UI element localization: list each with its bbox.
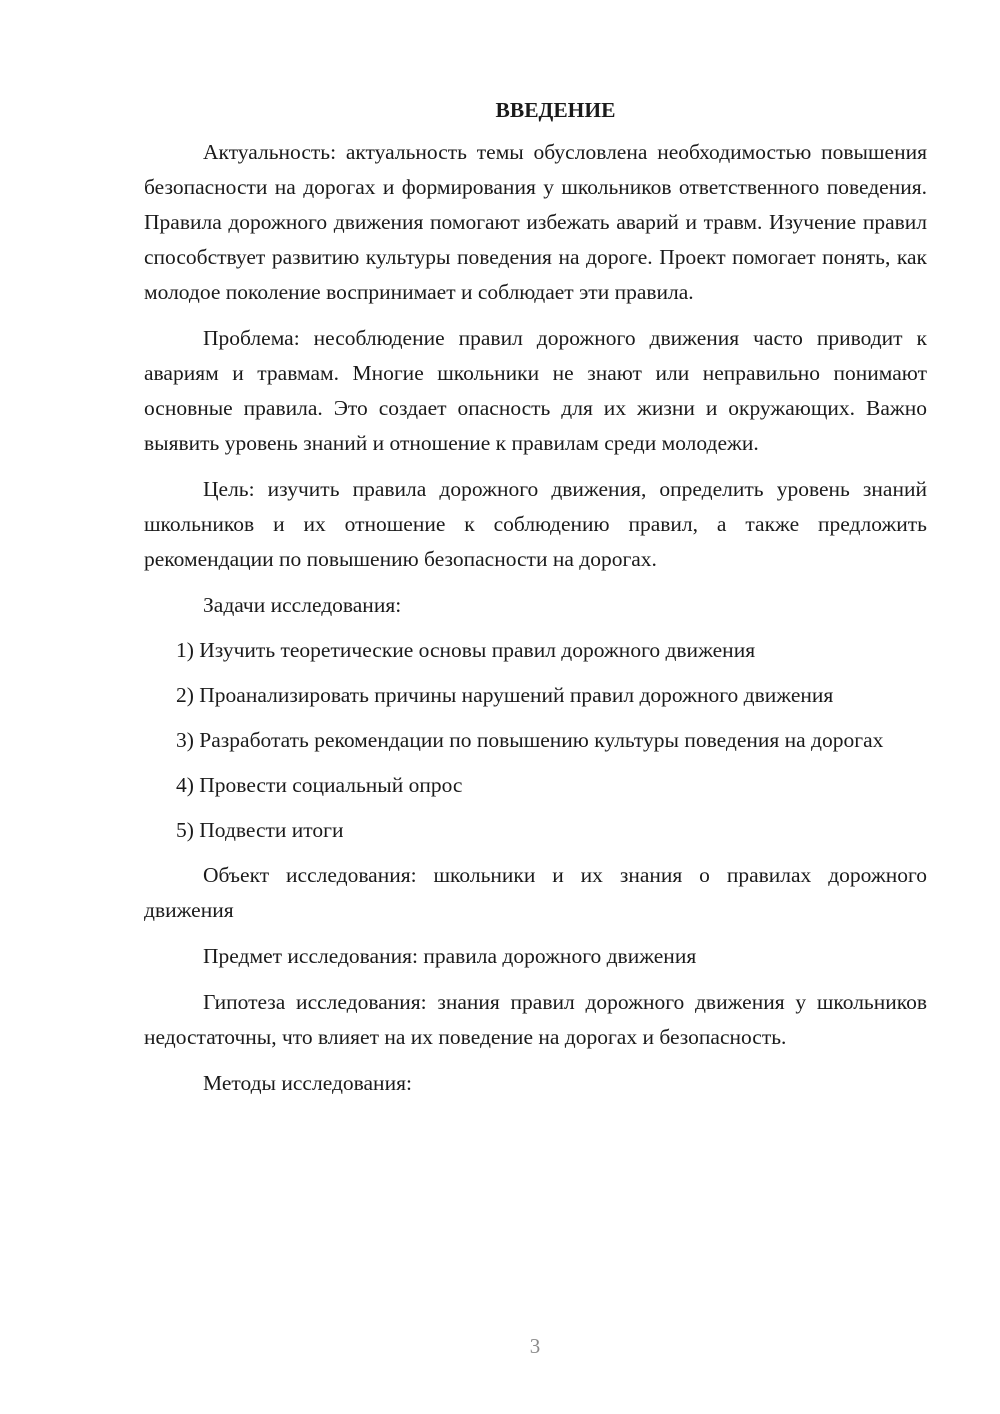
tasks-heading: Задачи исследования:: [203, 593, 402, 617]
goal-paragraph: Цель: изучить правила дорожного движения, определить уровень знаний школьников и их отношение к соблюдению правил, а также предложить рекомендации по повышению безопасности на дорогах.: [144, 477, 927, 571]
task-item-2: 2) Проанализировать причины нарушений правил дорожного движения: [176, 683, 834, 707]
document-page: [144, 94, 927, 1112]
subject-paragraph: Предмет исследования: правила дорожного движения: [203, 944, 697, 968]
task-item-1: 1) Изучить теоретические основы правил дорожного движения: [176, 638, 756, 662]
methods-heading: Методы исследования:: [203, 1071, 412, 1095]
task-item-3: 3) Разработать рекомендации по повышению культуры поведения на дорогах: [176, 728, 884, 752]
page-title: ВВЕДЕНИЕ: [495, 98, 616, 122]
relevance-paragraph: Актуальность: актуальность темы обусловлена необходимостью повышения безопасности на дорогах и формирования у школьников ответственного поведения. Правила дорожного движения помогают избежать аварий и травм. Изучение правил способствует развитию культуры поведения на дороге. Проект помогает понять, как молодое поколение воспринимает и соблюдает эти правила.: [144, 140, 927, 304]
page-number: 3: [529, 1334, 541, 1358]
task-item-5: 5) Подвести итоги: [176, 818, 344, 842]
task-item-4: 4) Провести социальный опрос: [176, 773, 463, 797]
object-paragraph: Объект исследования: школьники и их знания о правилах дорожного движения: [144, 863, 927, 922]
hypothesis-paragraph: Гипотеза исследования: знания правил дорожного движения у школьников недостаточны, что влияет на их поведение на дорогах и безопасность.: [144, 990, 927, 1049]
problem-paragraph: Проблема: несоблюдение правил дорожного движения часто приводит к авариям и травмам. Многие школьники не знают или неправильно понимают основные правила. Это создает опасность для их жизни и окружающих. Важно выявить уровень знаний и отношение к правилам среди молодежи.: [144, 326, 927, 455]
